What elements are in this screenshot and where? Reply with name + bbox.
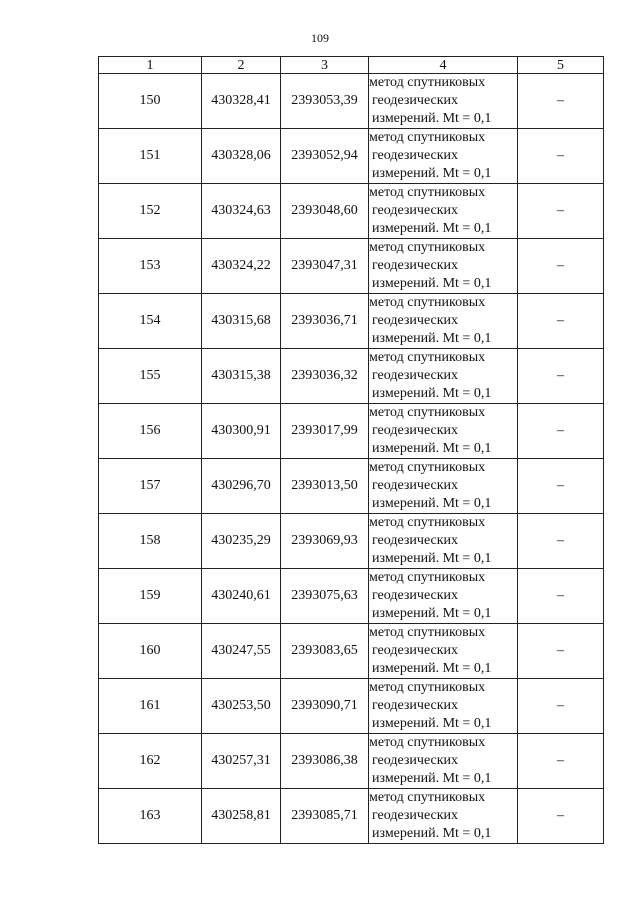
table-row xyxy=(99,789,604,844)
method-line: геодезических xyxy=(372,258,459,273)
method-cell xyxy=(369,239,518,294)
point-number-cell: 154 xyxy=(99,294,202,349)
point-number-cell: 162 xyxy=(99,734,202,789)
table-row xyxy=(99,294,604,349)
column-header-4: 4 xyxy=(369,57,518,74)
point-number-cell: 152 xyxy=(99,184,202,239)
table-header-row xyxy=(99,57,604,74)
dash-cell: – xyxy=(518,349,604,404)
method-cell xyxy=(369,569,518,624)
dash-cell: – xyxy=(518,404,604,459)
table-row xyxy=(99,459,604,514)
method-line: геодезических xyxy=(372,423,459,438)
point-number-cell: 156 xyxy=(99,404,202,459)
method-line: метод спутниковых xyxy=(369,570,486,585)
method-line: геодезических xyxy=(372,148,459,163)
method-cell xyxy=(369,184,518,239)
point-number-cell: 155 xyxy=(99,349,202,404)
y-coordinate-cell: 2393075,63 xyxy=(281,569,369,624)
x-coordinate-cell: 430328,41 xyxy=(202,74,281,129)
point-number-cell: 161 xyxy=(99,679,202,734)
method-line: метод спутниковых xyxy=(369,625,486,640)
method-cell xyxy=(369,679,518,734)
y-coordinate-cell: 2393036,32 xyxy=(281,349,369,404)
method-cell xyxy=(369,404,518,459)
y-coordinate-cell: 2393047,31 xyxy=(281,239,369,294)
method-line: измерений. Mt = 0,1 xyxy=(372,221,492,236)
method-cell xyxy=(369,624,518,679)
dash-cell: – xyxy=(518,569,604,624)
method-line: метод спутниковых xyxy=(369,185,486,200)
method-line: измерений. Mt = 0,1 xyxy=(372,111,492,126)
table-row xyxy=(99,624,604,679)
column-header-5: 5 xyxy=(518,57,604,74)
point-number-cell: 150 xyxy=(99,74,202,129)
method-line: геодезических xyxy=(372,643,459,658)
point-number-cell: 160 xyxy=(99,624,202,679)
method-line: геодезических xyxy=(372,588,459,603)
table-row xyxy=(99,569,604,624)
method-cell xyxy=(369,74,518,129)
method-line: измерений. Mt = 0,1 xyxy=(372,661,492,676)
table-body xyxy=(99,74,604,844)
method-line: метод спутниковых xyxy=(369,790,486,805)
page-number: 109 xyxy=(311,31,329,45)
table-row xyxy=(99,734,604,789)
table-row xyxy=(99,239,604,294)
method-line: метод спутниковых xyxy=(369,515,486,530)
method-line: метод спутниковых xyxy=(369,735,486,750)
method-cell xyxy=(369,459,518,514)
dash-cell: – xyxy=(518,459,604,514)
point-number-cell: 163 xyxy=(99,789,202,844)
coordinates-table xyxy=(98,56,604,844)
x-coordinate-cell: 430247,55 xyxy=(202,624,281,679)
point-number-cell: 153 xyxy=(99,239,202,294)
method-line: метод спутниковых xyxy=(369,350,486,365)
y-coordinate-cell: 2393069,93 xyxy=(281,514,369,569)
x-coordinate-cell: 430315,68 xyxy=(202,294,281,349)
x-coordinate-cell: 430300,91 xyxy=(202,404,281,459)
y-coordinate-cell: 2393013,50 xyxy=(281,459,369,514)
method-cell xyxy=(369,514,518,569)
method-line: метод спутниковых xyxy=(369,130,486,145)
method-line: геодезических xyxy=(372,313,459,328)
table-row xyxy=(99,404,604,459)
x-coordinate-cell: 430328,06 xyxy=(202,129,281,184)
y-coordinate-cell: 2393017,99 xyxy=(281,404,369,459)
method-line: измерений. Mt = 0,1 xyxy=(372,276,492,291)
method-line: измерений. Mt = 0,1 xyxy=(372,606,492,621)
method-line: измерений. Mt = 0,1 xyxy=(372,331,492,346)
method-cell xyxy=(369,789,518,844)
method-line: измерений. Mt = 0,1 xyxy=(372,826,492,841)
y-coordinate-cell: 2393083,65 xyxy=(281,624,369,679)
method-line: измерений. Mt = 0,1 xyxy=(372,441,492,456)
dash-cell: – xyxy=(518,514,604,569)
method-line: геодезических xyxy=(372,698,459,713)
x-coordinate-cell: 430324,22 xyxy=(202,239,281,294)
y-coordinate-cell: 2393085,71 xyxy=(281,789,369,844)
method-line: метод спутниковых xyxy=(369,295,486,310)
method-line: геодезических xyxy=(372,93,459,108)
x-coordinate-cell: 430315,38 xyxy=(202,349,281,404)
point-number-cell: 151 xyxy=(99,129,202,184)
column-header-2: 2 xyxy=(202,57,281,74)
method-line: геодезических xyxy=(372,808,459,823)
table-row xyxy=(99,514,604,569)
method-line: метод спутниковых xyxy=(369,75,486,90)
column-header-1: 1 xyxy=(99,57,202,74)
method-cell xyxy=(369,294,518,349)
table-row xyxy=(99,74,604,129)
method-line: геодезических xyxy=(372,203,459,218)
x-coordinate-cell: 430257,31 xyxy=(202,734,281,789)
x-coordinate-cell: 430258,81 xyxy=(202,789,281,844)
y-coordinate-cell: 2393090,71 xyxy=(281,679,369,734)
method-line: геодезических xyxy=(372,753,459,768)
y-coordinate-cell: 2393036,71 xyxy=(281,294,369,349)
point-number-cell: 157 xyxy=(99,459,202,514)
x-coordinate-cell: 430240,61 xyxy=(202,569,281,624)
dash-cell: – xyxy=(518,789,604,844)
method-line: метод спутниковых xyxy=(369,680,486,695)
method-line: измерений. Mt = 0,1 xyxy=(372,496,492,511)
x-coordinate-cell: 430324,63 xyxy=(202,184,281,239)
method-line: геодезических xyxy=(372,368,459,383)
dash-cell: – xyxy=(518,74,604,129)
method-line: измерений. Mt = 0,1 xyxy=(372,716,492,731)
y-coordinate-cell: 2393048,60 xyxy=(281,184,369,239)
method-line: метод спутниковых xyxy=(369,405,486,420)
y-coordinate-cell: 2393052,94 xyxy=(281,129,369,184)
x-coordinate-cell: 430235,29 xyxy=(202,514,281,569)
method-line: измерений. Mt = 0,1 xyxy=(372,551,492,566)
table-row xyxy=(99,129,604,184)
method-line: геодезических xyxy=(372,478,459,493)
table-row xyxy=(99,349,604,404)
method-cell xyxy=(369,734,518,789)
x-coordinate-cell: 430253,50 xyxy=(202,679,281,734)
method-line: метод спутниковых xyxy=(369,460,486,475)
dash-cell: – xyxy=(518,679,604,734)
y-coordinate-cell: 2393086,38 xyxy=(281,734,369,789)
method-line: измерений. Mt = 0,1 xyxy=(372,771,492,786)
method-cell xyxy=(369,129,518,184)
method-line: геодезических xyxy=(372,533,459,548)
point-number-cell: 159 xyxy=(99,569,202,624)
dash-cell: – xyxy=(518,624,604,679)
method-line: измерений. Mt = 0,1 xyxy=(372,166,492,181)
table-row xyxy=(99,184,604,239)
method-line: метод спутниковых xyxy=(369,240,486,255)
dash-cell: – xyxy=(518,129,604,184)
dash-cell: – xyxy=(518,184,604,239)
dash-cell: – xyxy=(518,734,604,789)
dash-cell: – xyxy=(518,239,604,294)
x-coordinate-cell: 430296,70 xyxy=(202,459,281,514)
method-cell xyxy=(369,349,518,404)
y-coordinate-cell: 2393053,39 xyxy=(281,74,369,129)
method-line: измерений. Mt = 0,1 xyxy=(372,386,492,401)
dash-cell: – xyxy=(518,294,604,349)
point-number-cell: 158 xyxy=(99,514,202,569)
table-row xyxy=(99,679,604,734)
column-header-3: 3 xyxy=(281,57,369,74)
